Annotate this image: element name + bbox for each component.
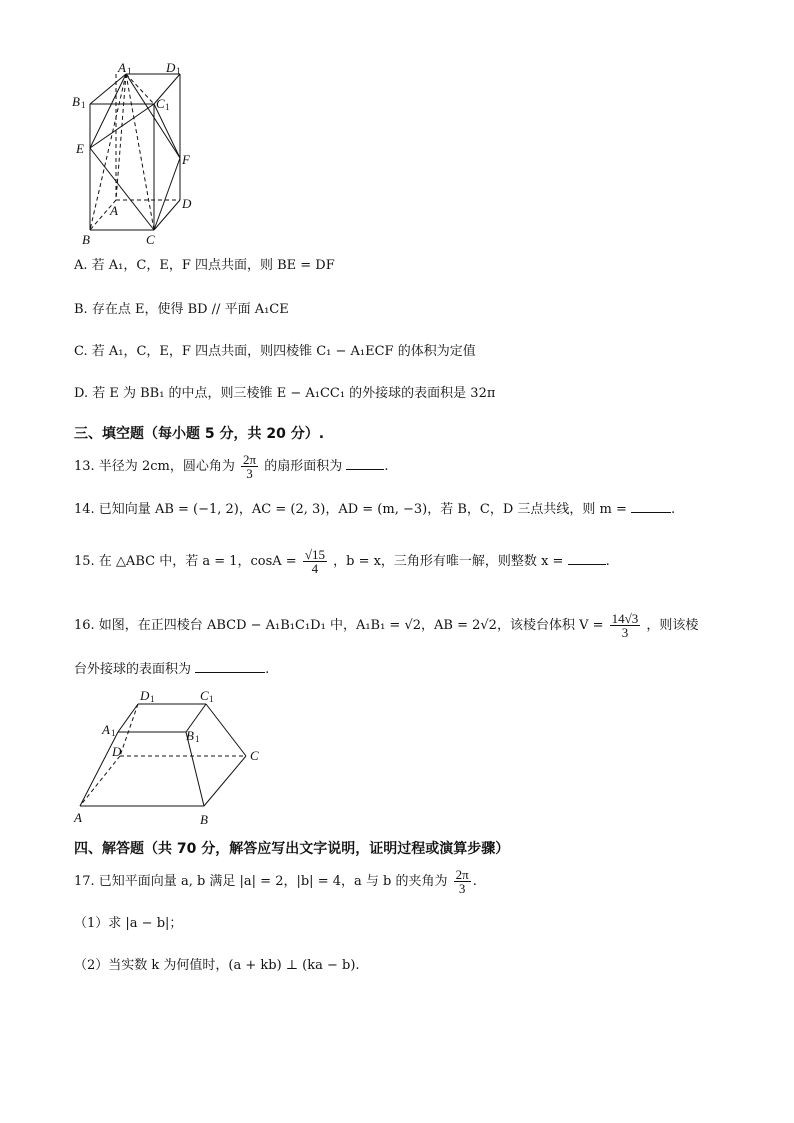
- label-b1: B: [72, 94, 80, 109]
- label-b: B: [200, 812, 208, 827]
- q17-fraction: [454, 868, 471, 895]
- label-c: C: [250, 748, 259, 763]
- question-17-part1: （1）求 |a − b|；: [74, 916, 183, 931]
- q15-pre: 15. 在 △ABC 中，若 a = 1，cosA =: [74, 554, 297, 569]
- label-b1: B: [186, 728, 194, 743]
- question-14: [74, 500, 675, 519]
- label-c: C: [146, 232, 155, 247]
- question-16-line2: [74, 660, 269, 679]
- q14-answer-blank[interactable]: [631, 500, 671, 513]
- label-c1-sub: 1: [209, 694, 214, 704]
- frustum-figure: [70, 686, 270, 830]
- option-a: A. 若 A₁，C，E，F 四点共面，则 BE = DF: [74, 258, 335, 273]
- q16-post: ，则该棱: [646, 618, 699, 633]
- question-16: [74, 612, 698, 639]
- q17-end: .: [472, 874, 477, 889]
- section-4-title: 四、解答题（共 70 分，解答应写出文字说明，证明过程或演算步骤）: [74, 841, 510, 857]
- label-a: A: [74, 810, 82, 825]
- q16-pre: 16. 如图，在正四棱台 ABCD − A₁B₁C₁D₁ 中，A₁B₁ = √2，AB = 2√2，该棱台体积 V =: [74, 618, 604, 633]
- q15-den: 4: [311, 561, 319, 576]
- label-a1: A: [102, 722, 110, 737]
- label-a: A: [110, 203, 118, 218]
- option-b: B. 存在点 E，使得 BD // 平面 A₁CE: [74, 302, 289, 317]
- label-b1-sub: 1: [195, 734, 200, 744]
- q13-end: .: [384, 459, 389, 474]
- q16-line2: 台外接球的表面积为: [74, 662, 192, 677]
- q17-pre: 17. 已知平面向量 a, b 满足 |a| = 2，|b| = 4，a 与 b 的夹角为: [74, 874, 448, 889]
- option-c: C. 若 A₁，C，E，F 四点共面，则四棱锥 C₁ − A₁ECF 的体积为定值: [74, 344, 476, 359]
- label-d1: D: [166, 60, 176, 75]
- label-d: D: [112, 744, 122, 759]
- label-d1-sub: 1: [176, 66, 181, 76]
- label-a1: A: [118, 60, 126, 75]
- section-3-title: 三、填空题（每小题 5 分，共 20 分）.: [74, 426, 325, 442]
- label-c1: C: [156, 96, 165, 111]
- label-f: F: [182, 152, 190, 167]
- prism-figure: [70, 58, 210, 250]
- label-c1-sub: 1: [165, 102, 170, 112]
- q16-den: 3: [621, 625, 629, 640]
- question-17-part2: （2）当实数 k 为何值时，(a + kb) ⊥ (ka − b).: [74, 958, 360, 973]
- label-d1-sub: 1: [150, 694, 155, 704]
- q14-end: .: [671, 502, 676, 517]
- q15-num: √15: [304, 547, 325, 562]
- q17-num: 2π: [455, 867, 469, 882]
- q15-fraction: [303, 548, 327, 575]
- q13-pre: 13. 半径为 2cm，圆心角为: [74, 459, 235, 474]
- label-b: B: [82, 232, 90, 247]
- question-15: [74, 548, 610, 575]
- q14-text: 14. 已知向量 AB = (−1, 2)，AC = (2, 3)，AD = (m, −3)，若 B，C，D 三点共线，则 m =: [74, 502, 627, 517]
- question-17: [74, 868, 477, 895]
- q15-post: ，b = x，三角形有唯一解，则整数 x =: [333, 554, 564, 569]
- q17-den: 3: [458, 881, 466, 896]
- q16-end: .: [265, 662, 270, 677]
- option-d: D. 若 E 为 BB₁ 的中点，则三棱锥 E − A₁CC₁ 的外接球的表面积是 32π: [74, 386, 496, 401]
- label-b1-sub: 1: [81, 100, 86, 110]
- label-a1-sub: 1: [127, 66, 132, 76]
- label-c1: C: [200, 688, 209, 703]
- q16-num: 14√3: [611, 611, 639, 626]
- question-13: [74, 453, 388, 480]
- q16-answer-blank[interactable]: [195, 660, 265, 673]
- q16-fraction: [610, 612, 641, 639]
- q13-answer-blank[interactable]: [346, 457, 384, 470]
- q15-end: .: [605, 554, 610, 569]
- label-e: E: [76, 141, 84, 156]
- label-d: D: [182, 196, 192, 211]
- q15-answer-blank[interactable]: [568, 552, 606, 565]
- q13-den: 3: [246, 466, 253, 481]
- label-d1: D: [140, 688, 150, 703]
- q13-post: 的扇形面积为: [264, 459, 343, 474]
- q13-num: 2π: [242, 452, 257, 467]
- q13-fraction: [241, 453, 258, 480]
- label-a1-sub: 1: [111, 728, 116, 738]
